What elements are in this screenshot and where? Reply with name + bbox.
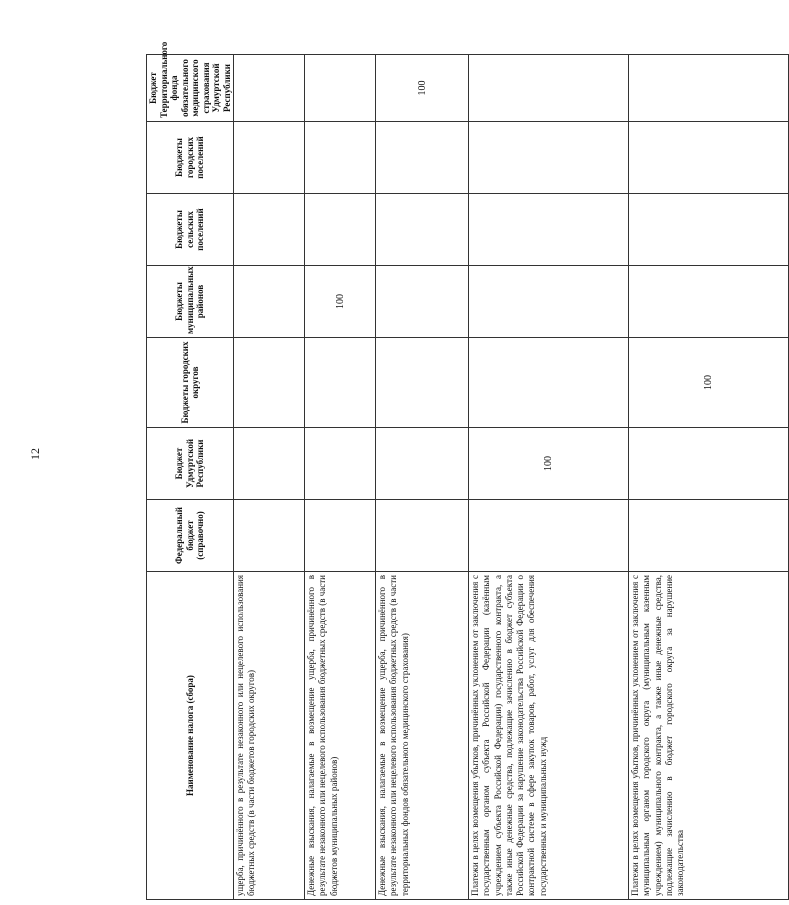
value-cell xyxy=(305,122,376,194)
header-cell: Бюджет Удмуртской Республики xyxy=(147,428,234,500)
value-cell xyxy=(469,266,629,338)
value-cell xyxy=(469,338,629,428)
value-cell xyxy=(629,55,789,122)
value-cell xyxy=(234,338,305,428)
value-cell xyxy=(234,194,305,266)
value-cell xyxy=(234,500,305,572)
value-cell: 100 xyxy=(376,55,469,122)
value-cell xyxy=(629,194,789,266)
value-cell xyxy=(629,266,789,338)
page-number: 12 xyxy=(28,448,42,460)
table-row xyxy=(234,55,305,900)
value-cell: 100 xyxy=(305,266,376,338)
value-cell xyxy=(376,122,469,194)
header-cell: Бюджеты городских поселений xyxy=(147,122,234,194)
value-cell xyxy=(376,266,469,338)
value-cell xyxy=(469,122,629,194)
header-cell: Бюджет Территориального фонда обязательного медицинского страхования Удмуртской Республики xyxy=(147,55,234,122)
value-cell xyxy=(376,500,469,572)
header-cell: Федеральный бюджет (справочно) xyxy=(147,500,234,572)
value-cell xyxy=(234,428,305,500)
tax-name-cell: Платежи в целях возмещения убытков, причинённых уклонением от заключения с государственным органом субъекта Российской Федерации (казённым учреждением субъекта Российской Федерации) государственного контракта, а также иные денежные средства, подлежащие зачислению в бюджет субъекта Российской Федерации за нарушение законодательства Российской Федерации о контрактной системе в сфере закупок товаров, работ, услуг для обеспечения государственных и муниципальных нужд xyxy=(469,572,629,900)
value-cell xyxy=(234,55,305,122)
value-cell xyxy=(376,338,469,428)
table-row xyxy=(305,55,376,900)
tax-name-cell: Платежи в целях возмещения убытков, причинённых уклонением от заключения с муниципальным органом городского округа (муниципальным казенным учреждением) муниципального контракта, а также иные денежные средства, подлежащие зачислению в бюджет городского округа за нарушение законодательства xyxy=(629,572,789,900)
header-cell: Бюджеты муниципальных районов xyxy=(147,266,234,338)
value-cell xyxy=(469,55,629,122)
value-cell xyxy=(469,500,629,572)
value-cell xyxy=(629,500,789,572)
header-cell: Бюджеты сельских поселений xyxy=(147,194,234,266)
value-cell: 100 xyxy=(469,428,629,500)
value-cell xyxy=(305,194,376,266)
value-cell xyxy=(629,428,789,500)
tax-distribution-table xyxy=(146,41,789,900)
value-cell xyxy=(234,122,305,194)
tax-name-cell: Денежные взыскания, налагаемые в возмещение ущерба, причинённого в результате незаконного или нецелевого использования бюджетных средств (в части бюджетов муниципальных районов) xyxy=(305,572,376,900)
header-row xyxy=(147,55,234,900)
table-row xyxy=(469,55,629,900)
value-cell xyxy=(469,194,629,266)
tax-name-cell: ущерба, причинённого в результате незаконного или нецелевого использования бюджетных средств (в части бюджетов городских округов) xyxy=(234,572,305,900)
value-cell xyxy=(305,428,376,500)
header-cell: Бюджеты городских округов xyxy=(147,338,234,428)
header-cell: Наименование налога (сбора) xyxy=(147,572,234,900)
value-cell xyxy=(376,194,469,266)
table-row xyxy=(376,55,469,900)
value-cell: 100 xyxy=(629,338,789,428)
table-row xyxy=(629,55,789,900)
value-cell xyxy=(376,428,469,500)
value-cell xyxy=(629,122,789,194)
value-cell xyxy=(305,338,376,428)
value-cell xyxy=(305,55,376,122)
tax-name-cell: Денежные взыскания, налагаемые в возмещение ущерба, причинённого в результате незаконного или нецелевого использования бюджетных средств (в части территориальных фондов обязательного медицинского страхования) xyxy=(376,572,469,900)
value-cell xyxy=(305,500,376,572)
value-cell xyxy=(234,266,305,338)
rotated-table-container xyxy=(146,41,714,900)
